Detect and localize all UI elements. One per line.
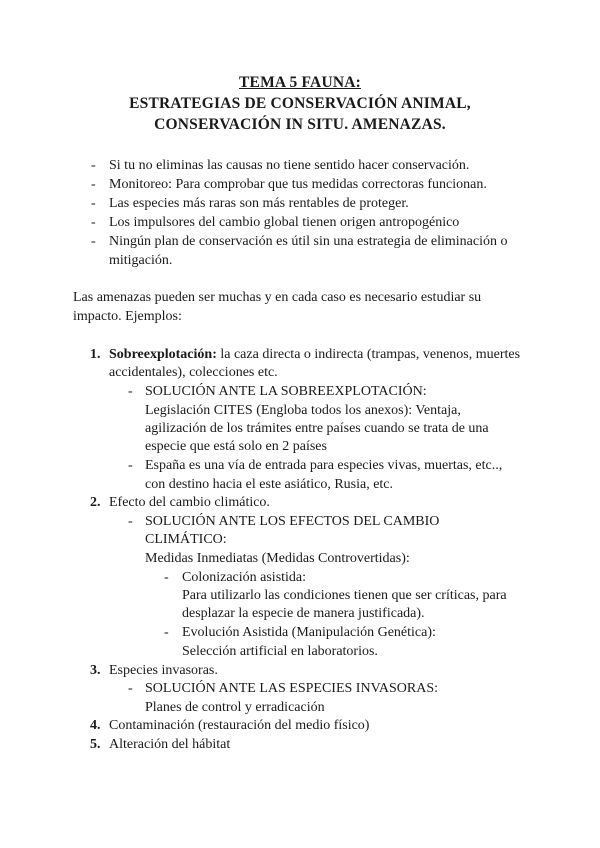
item-1-text: la caza directa o indirecta (trampas, venenos, muertes bbox=[216, 347, 521, 362]
item-number: 4. bbox=[90, 718, 101, 733]
item-2-text: Efecto del cambio climático. bbox=[109, 495, 270, 510]
subsub-item-continuation: Para utilizarlo las condiciones tienen que ser críticas, para bbox=[182, 588, 507, 603]
subsub-dash: - bbox=[164, 625, 169, 640]
sub-item-continuation: agilización de los trámites entre países cuando se trata de una bbox=[145, 421, 489, 436]
sub-item: España es una vía de entrada para especies vivas, muertas, etc.., bbox=[145, 458, 503, 473]
sub-dash: - bbox=[128, 458, 133, 473]
sub-item-continuation: especie que está solo en 2 países bbox=[145, 439, 327, 454]
sub-dash: - bbox=[128, 384, 133, 399]
item-number: 3. bbox=[90, 663, 101, 678]
sub-item-continuation: con destino hacia el este asiático, Rusia, etc. bbox=[145, 477, 394, 492]
item-1-line-1 bbox=[109, 346, 520, 364]
sub-item: SOLUCIÓN ANTE LAS ESPECIES INVASORAS: bbox=[145, 681, 439, 696]
sub-item-continuation: Medidas Inmediatas (Medidas Controvertidas): bbox=[145, 551, 410, 566]
sub-item-continuation: Planes de control y erradicación bbox=[145, 700, 325, 715]
item-4-text: Contaminación (restauración del medio físico) bbox=[109, 718, 370, 733]
title-line-1: TEMA 5 FAUNA: bbox=[239, 74, 361, 91]
bullet-dash: - bbox=[91, 196, 96, 211]
bullet-dash: - bbox=[91, 177, 96, 192]
subsub-item-continuation: Selección artificial en laboratorios. bbox=[182, 644, 378, 659]
bullet-dash: - bbox=[91, 215, 96, 230]
bullet-item: Los impulsores del cambio global tienen origen antropogénico bbox=[109, 215, 460, 230]
title-line-3: CONSERVACIÓN IN SITU. AMENAZAS. bbox=[154, 116, 446, 133]
sub-dash: - bbox=[128, 681, 133, 696]
subsub-item: Colonización asistida: bbox=[182, 570, 307, 585]
sub-item-continuation: Legislación CITES (Engloba todos los anexos): Ventaja, bbox=[145, 403, 461, 418]
item-5-text: Alteración del hábitat bbox=[109, 737, 231, 752]
intro-line-1: Las amenazas pueden ser muchas y en cada caso es necesario estudiar su bbox=[73, 290, 482, 305]
sub-dash: - bbox=[128, 514, 133, 529]
bullet-item: Las especies más raras son más rentables de proteger. bbox=[109, 196, 409, 211]
item-number: 1. bbox=[90, 347, 101, 362]
item-1-bold-label: Sobreexplotación: bbox=[109, 347, 217, 362]
bullet-dash: - bbox=[91, 158, 96, 173]
subsub-item-continuation: desplazar la especie de manera justificada). bbox=[182, 606, 425, 621]
item-number: 5. bbox=[90, 737, 101, 752]
subsub-item: Evolución Asistida (Manipulación Genética): bbox=[182, 625, 436, 640]
sub-item-continuation: CLIMÁTICO: bbox=[145, 532, 227, 547]
item-1-line-2: accidentales), colecciones etc. bbox=[109, 365, 278, 380]
bullet-item-continuation: mitigación. bbox=[109, 253, 173, 268]
bullet-item: Ningún plan de conservación es útil sin una estrategia de eliminación o bbox=[109, 234, 508, 249]
title-line-2: ESTRATEGIAS DE CONSERVACIÓN ANIMAL, bbox=[129, 95, 471, 112]
item-number: 2. bbox=[90, 495, 101, 510]
intro-line-2: impacto. Ejemplos: bbox=[73, 309, 182, 324]
bullet-dash: - bbox=[91, 234, 96, 249]
sub-item: SOLUCIÓN ANTE LA SOBREEXPLOTACIÓN: bbox=[145, 384, 427, 399]
sub-item: SOLUCIÓN ANTE LOS EFECTOS DEL CAMBIO bbox=[145, 514, 440, 529]
bullet-item: Monitoreo: Para comprobar que tus medidas correctoras funcionan. bbox=[109, 177, 487, 192]
bullet-item: Si tu no eliminas las causas no tiene sentido hacer conservación. bbox=[109, 158, 470, 173]
subsub-dash: - bbox=[164, 570, 169, 585]
item-3-text: Especies invasoras. bbox=[109, 663, 218, 678]
